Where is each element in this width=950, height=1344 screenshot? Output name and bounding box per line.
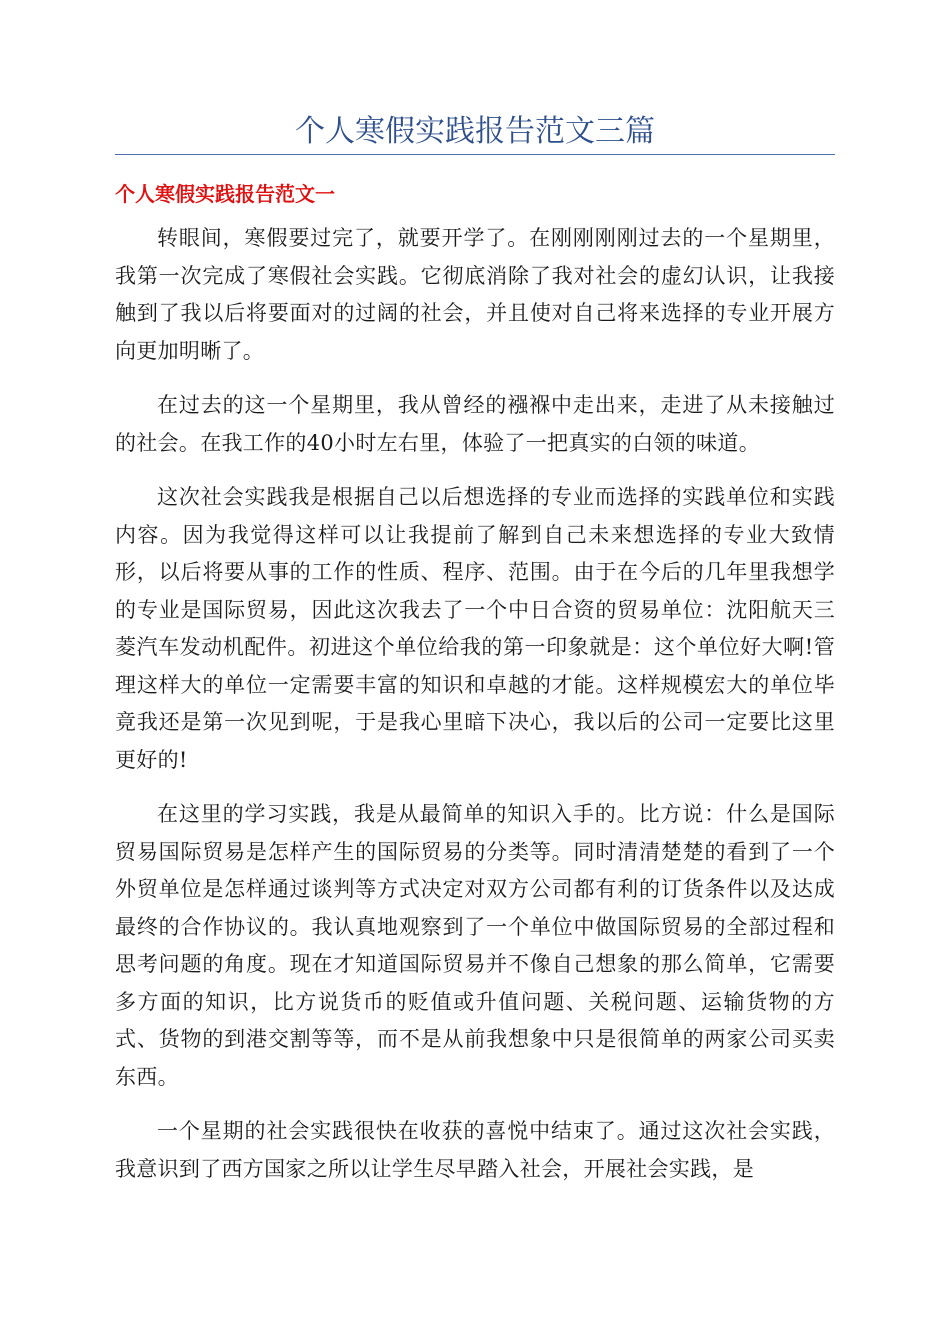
paragraph: 一个星期的社会实践很快在收获的喜悦中结束了。通过这次社会实践，我意识到了西方国家之所以让学生尽早踏入社会，开展社会实践，是 xyxy=(115,1119,835,1181)
document-title: 个人寒假实践报告范文三篇 xyxy=(295,114,655,149)
title-divider xyxy=(115,154,835,155)
document-body xyxy=(115,220,835,1205)
paragraph: 这次社会实践我是根据自己以后想选择的专业而选择的实践单位和实践内容。因为我觉得这样可以让我提前了解到自己未来想选择的专业大致情形，以后将要从事的工作的性质、程序、范围。由于在今后的几年里我想学的专业是国际贸易，因此这次我去了一个中日合资的贸易单位：沈阳航天三菱汽车发动机配件。初进这个单位给我的第一印象就是：这个单位好大啊!管理这样大的单位一定需要丰富的知识和卓越的才能。这样规模宏大的单位毕竟我还是第一次见到呢，于是我心里暗下决心，我以后的公司一定要比这里更好的! xyxy=(115,485,835,772)
paragraph: 在过去的这一个星期里，我从曾经的襁褓中走出来，走进了从未接触过的社会。在我工作的40小时左右里，体验了一把真实的白领的味道。 xyxy=(115,393,835,455)
paragraph: 在这里的学习实践，我是从最简单的知识入手的。比方说：什么是国际贸易国际贸易是怎样产生的国际贸易的分类等。同时清清楚楚的看到了一个外贸单位是怎样通过谈判等方式决定对双方公司都有利的订货条件以及达成最终的合作协议的。我认真地观察到了一个单位中做国际贸易的全部过程和思考问题的角度。现在才知道国际贸易并不像自己想象的那么简单，它需要多方面的知识，比方说货币的贬值或升值问题、关税问题、运输货物的方式、货物的到港交割等等，而不是从前我想象中只是很简单的两家公司买卖东西。 xyxy=(115,802,835,1089)
section-heading: 个人寒假实践报告范文一 xyxy=(115,182,335,206)
paragraph: 转眼间，寒假要过完了，就要开学了。在刚刚刚刚过去的一个星期里，我第一次完成了寒假社会实践。它彻底消除了我对社会的虚幻认识，让我接触到了我以后将要面对的过阔的社会，并且使对自己将来选择的专业开展方向更加明晰了。 xyxy=(115,226,835,363)
